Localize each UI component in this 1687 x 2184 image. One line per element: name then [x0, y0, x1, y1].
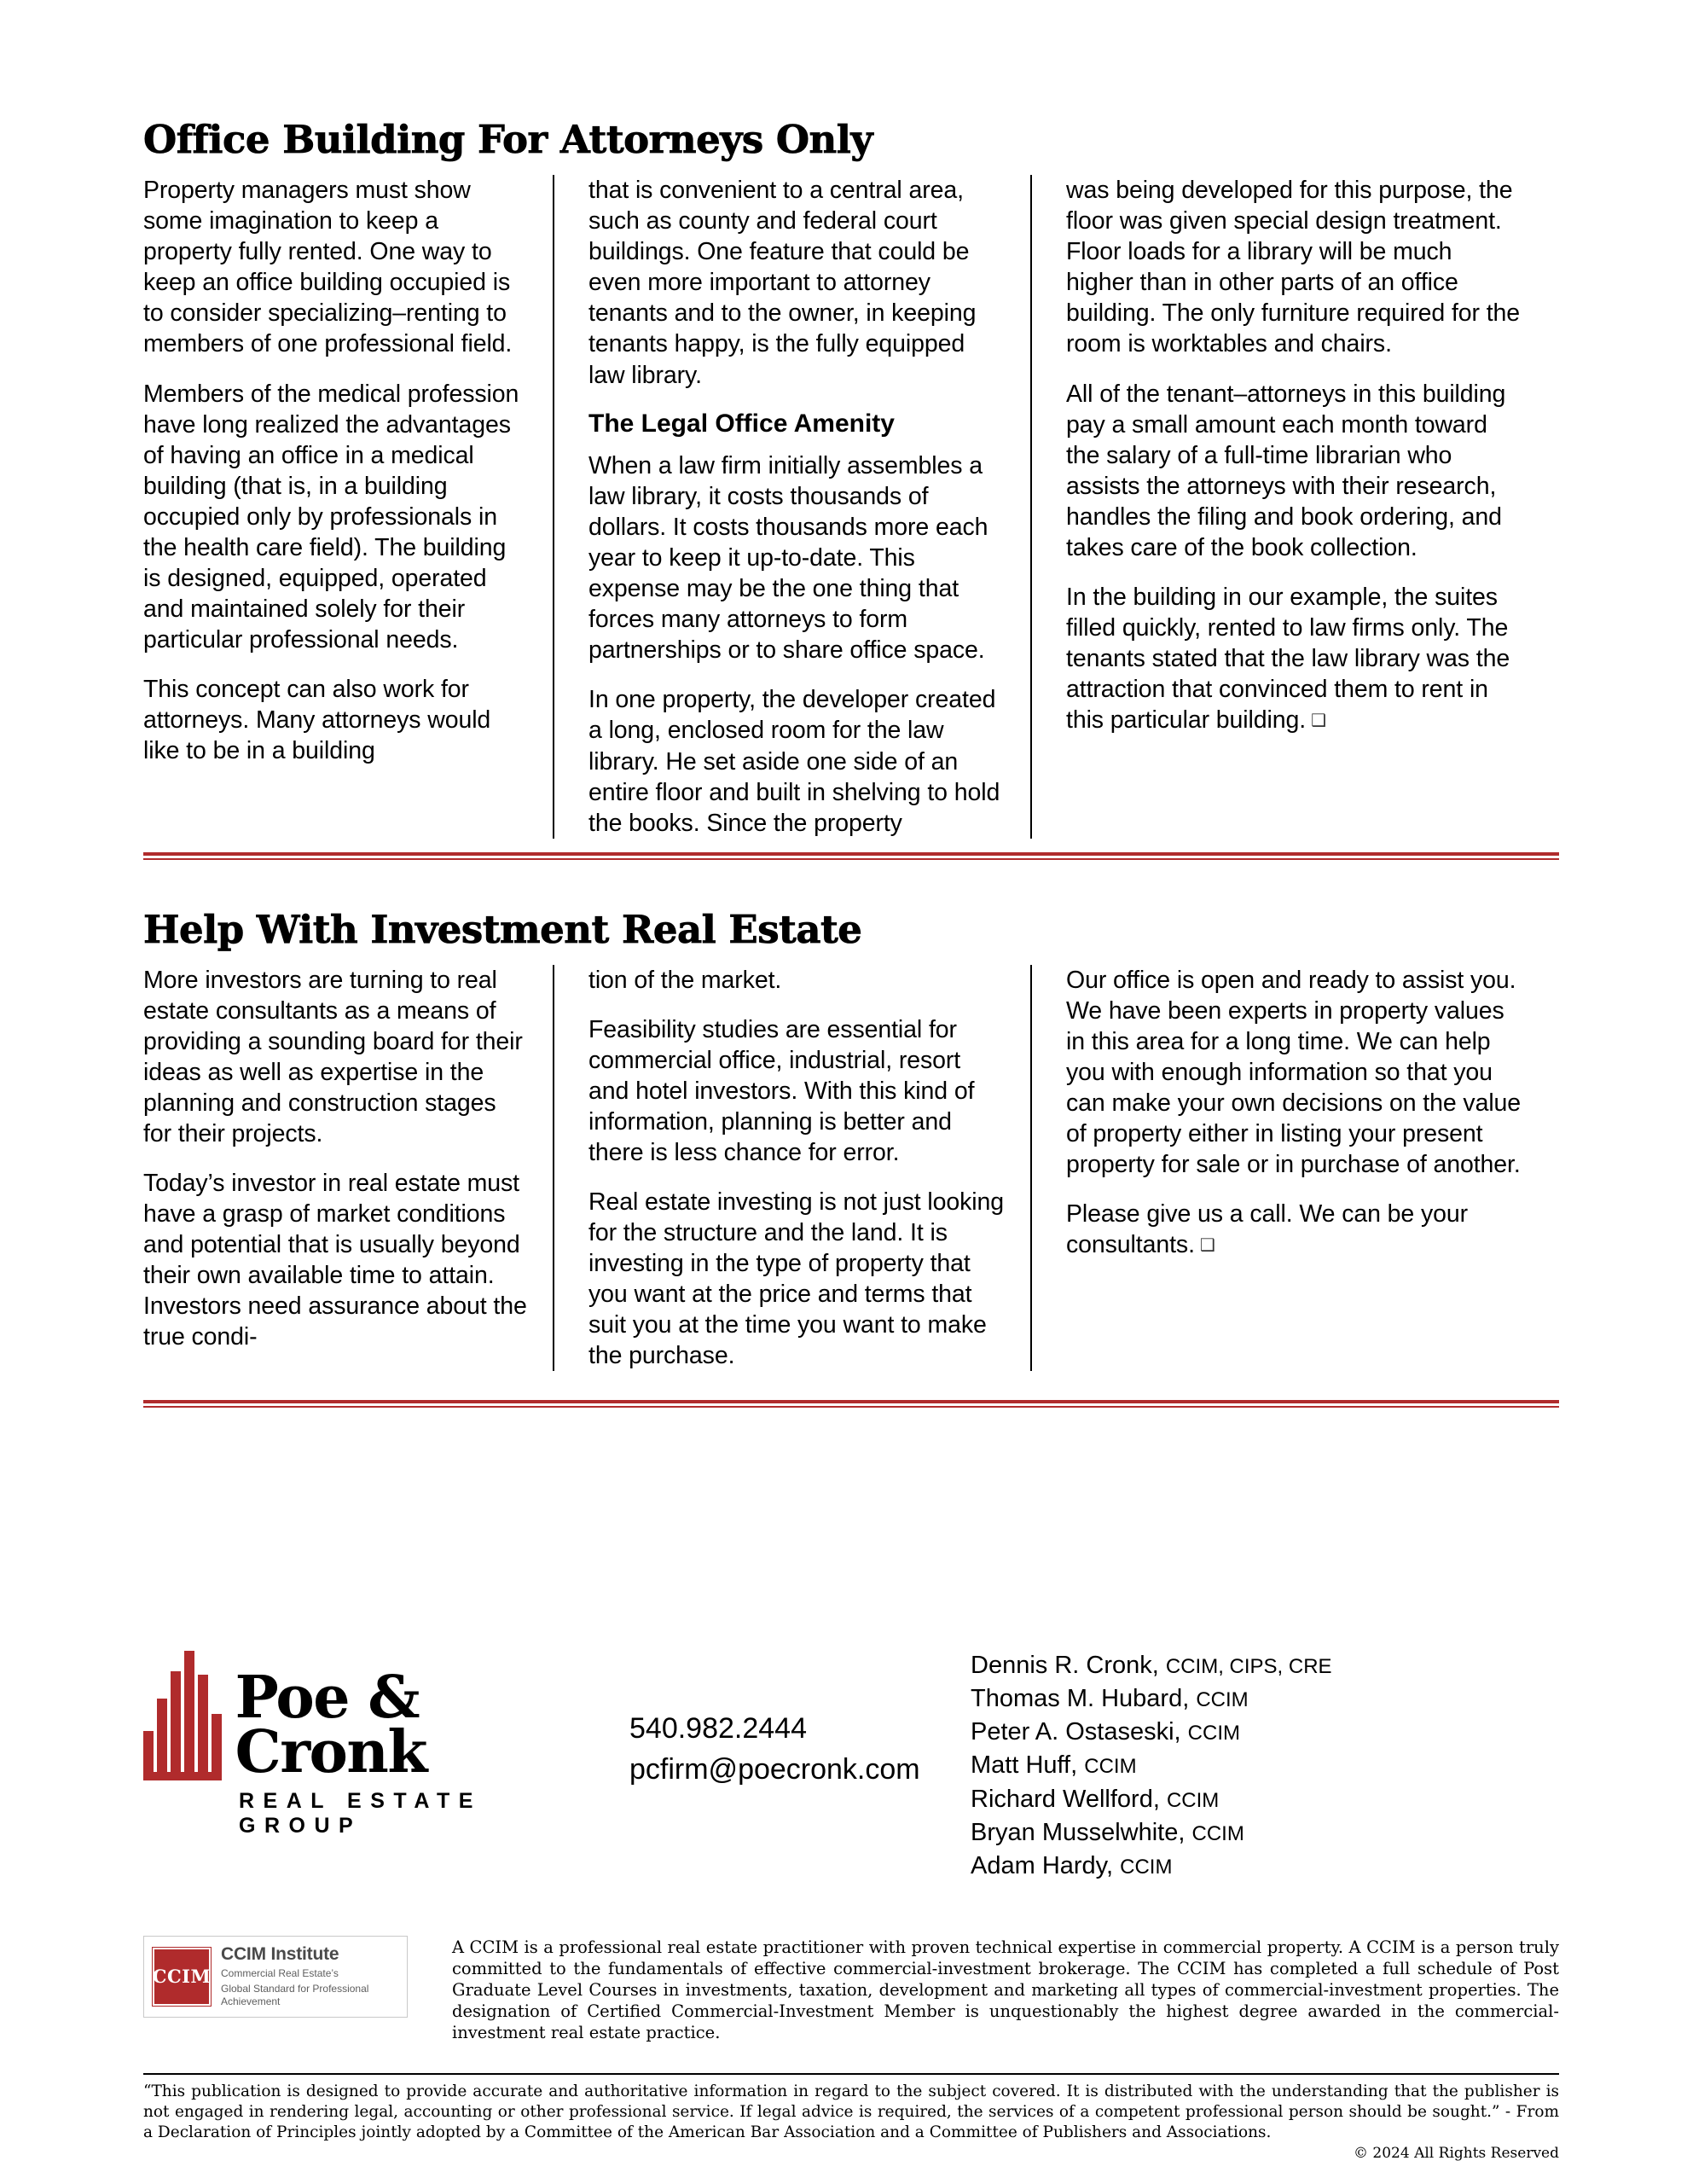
paragraph: In one property, the developer created a long, enclosed room for the law library. He set aside one side of an entire floor and built in shelving to hold the books. Since the property	[588, 686, 1000, 837]
article-office-building	[143, 119, 1559, 860]
list-item	[971, 1816, 1559, 1850]
paragraph-text: In the building in our example, the suites filled quickly, rented to law firms only. The tenants stated that the law library was the attraction that convinced them to rent in this particular building.	[1066, 583, 1510, 734]
ccim-row	[143, 1936, 1559, 2044]
list-item	[971, 1749, 1559, 1782]
paragraph: Our office is open and ready to assist you. We have been experts in property values in this area for a long time. We can help you with enough information so that you can make your own decisions on the value of property either in listing your present property for sale or in purchase of another.	[1066, 966, 1522, 1179]
list-item	[971, 1682, 1559, 1716]
paragraph: All of the tenant–attorneys in this building pay a small amount each month toward the salary of a full-time librarian who assists the attorneys with their research, handles the filing and book ordering, and takes care of the book collection.	[1066, 380, 1506, 561]
person-designations: CCIM	[1191, 1821, 1244, 1845]
end-mark-icon: ❑	[1199, 1236, 1215, 1256]
person-designations: CCIM	[1084, 1755, 1137, 1779]
section-subheading: The Legal Office Amenity	[588, 409, 895, 438]
section-divider	[143, 1400, 1559, 1408]
paragraph: This concept can also work for attorneys. Many attorneys would like to be in a building	[143, 675, 491, 765]
paragraph: was being developed for this purpose, the floor was given special design treatment. Floor loads for a library will be much higher than in other parts of an office building. The only furniture required for the room is worktables and chairs.	[1066, 177, 1521, 358]
ccim-badge-title: CCIM Institute	[221, 1944, 339, 1965]
end-mark-icon: ❑	[1311, 712, 1326, 730]
article-column-2	[553, 175, 1030, 838]
logo-wordmark: Poe & Cronk	[235, 1663, 426, 1787]
ccim-badge-line2: Global Standard for Professional Achievement	[221, 1983, 369, 2008]
person-name: Bryan Musselwhite,	[971, 1818, 1186, 1846]
person-designations: CCIM, CIPS, CRE	[1165, 1655, 1332, 1678]
list-item	[971, 1783, 1559, 1816]
contact-block	[604, 1608, 971, 1790]
person-name: Thomas M. Hubard,	[971, 1685, 1190, 1713]
person-designations: CCIM	[1187, 1722, 1240, 1745]
document-body	[143, 119, 1559, 1408]
disclaimer-block	[143, 2073, 1559, 2162]
person-designations: CCIM	[1166, 1788, 1220, 1812]
paragraph: Feasibility studies are essential for commercial office, industrial, resort and hotel investors. With this kind of information, planning is better and there is less chance for error.	[588, 1015, 975, 1167]
paragraph: More investors are turning to real estate consultants as a means of providing a sounding board for their ideas as well as expertise in the planning and construction stages for their projects.	[143, 966, 523, 1148]
staff-list	[971, 1608, 1559, 1883]
article-column-2	[553, 965, 1030, 1372]
list-item	[971, 1716, 1559, 1749]
page-title: Office Building For Attorneys Only	[143, 117, 873, 162]
paragraph: tion of the market.	[588, 966, 782, 994]
article-column-3	[1030, 175, 1525, 838]
person-name: Dennis R. Cronk,	[971, 1652, 1159, 1679]
building-icon	[143, 1651, 223, 1780]
paragraph: Members of the medical profession have long realized the advantages of having an office in a medical building (that is, in a building occupied only by professionals in the health care field). The building is designed, equipped, operated and maintained solely for their particular professional needs.	[143, 380, 519, 653]
brand-row	[143, 1608, 1559, 1883]
paragraph: When a law firm initially assembles a law library, it costs thousands of dollars. It costs thousands more each year to keep it up-to-date. This expense may be the one thing that forces many attorneys to form partnerships or to share office space.	[588, 452, 988, 665]
page-title: Help With Investment Real Estate	[143, 906, 862, 952]
section-divider	[143, 852, 1559, 860]
article-columns	[143, 175, 1559, 838]
paragraph: that is convenient to a central area, such as county and federal court buildings. One feature that could be even more important to attorney tenants and to the owner, in keeping tenants happy, is the fully equipped law library.	[588, 177, 977, 389]
paragraph	[1066, 582, 1525, 735]
paragraph: Property managers must show some imagination to keep a property fully rented. One way to keep an office building occupied is to consider specializing–renting to members of one professional field.	[143, 177, 513, 358]
paragraph-text: Please give us a call. We can be your consultants.	[1066, 1200, 1469, 1259]
company-logo	[143, 1608, 604, 1838]
phone-number[interactable]: 540.982.2444	[629, 1712, 807, 1745]
ccim-institute-logo	[143, 1936, 408, 2018]
paragraph	[1066, 1199, 1525, 1260]
article-columns	[143, 965, 1559, 1372]
person-designations: CCIM	[1120, 1855, 1173, 1879]
disclaimer-text: “This publication is designed to provide accurate and authoritative information in regard to the subject covered. It is distributed with the understanding that the publisher is not engaged in rendering legal, accounting or other professional service. If legal advice is required, the services of a competent professional person should be sought.” - From a Declaration of Principles jointly adopted by a Committee of the American Bar Association and a Committee of Publishers and Associations.	[143, 2082, 1559, 2141]
article-column-3	[1030, 965, 1525, 1372]
article-column-1	[143, 965, 553, 1372]
copyright-text: © 2024 All Rights Reserved	[1354, 2144, 1559, 2162]
list-item	[971, 1850, 1559, 1883]
ccim-badge-line1: Commercial Real Estate’s	[221, 1967, 339, 1980]
article-help-investment	[143, 906, 1559, 1409]
person-name: Richard Wellford,	[971, 1785, 1160, 1813]
person-designations: CCIM	[1196, 1688, 1249, 1712]
page-footer	[143, 1608, 1559, 2162]
paragraph: Today’s investor in real estate must have a grasp of market conditions and potential that is usually beyond their own available time to attain. Investors need assurance about the true condi-	[143, 1170, 527, 1351]
person-name: Matt Huff,	[971, 1751, 1078, 1780]
ccim-badge-text	[211, 1944, 398, 2008]
logo-tagline: REAL ESTATE GROUP	[239, 1789, 482, 1838]
ccim-mark-icon: CCIM	[153, 1948, 211, 2006]
list-item	[971, 1649, 1559, 1682]
paragraph: Real estate investing is not just looking for the structure and the land. It is investing in the type of property that you want at the price and terms that suit you at the time you want to make the purchase.	[588, 1188, 1005, 1370]
ccim-description: A CCIM is a professional real estate practitioner with proven technical expertise in commercial property. A CCIM is a person truly committed to the fundamentals of effective commercial-investment brokerage. The CCIM has completed a full schedule of Post Graduate Level Courses in investments, taxation, development and marketing all types of commercial-investment properties. The designation of Certified Commercial-Investment Member is unquestionably the highest degree awarded in the commercial-investment real estate practice.	[452, 1937, 1559, 2042]
article-column-1	[143, 175, 553, 838]
person-name: Peter A. Ostaseski,	[971, 1718, 1181, 1746]
person-name: Adam Hardy,	[971, 1851, 1114, 1879]
logo-top	[143, 1651, 604, 1787]
email-address[interactable]: pcfirm@poecronk.com	[629, 1752, 920, 1786]
